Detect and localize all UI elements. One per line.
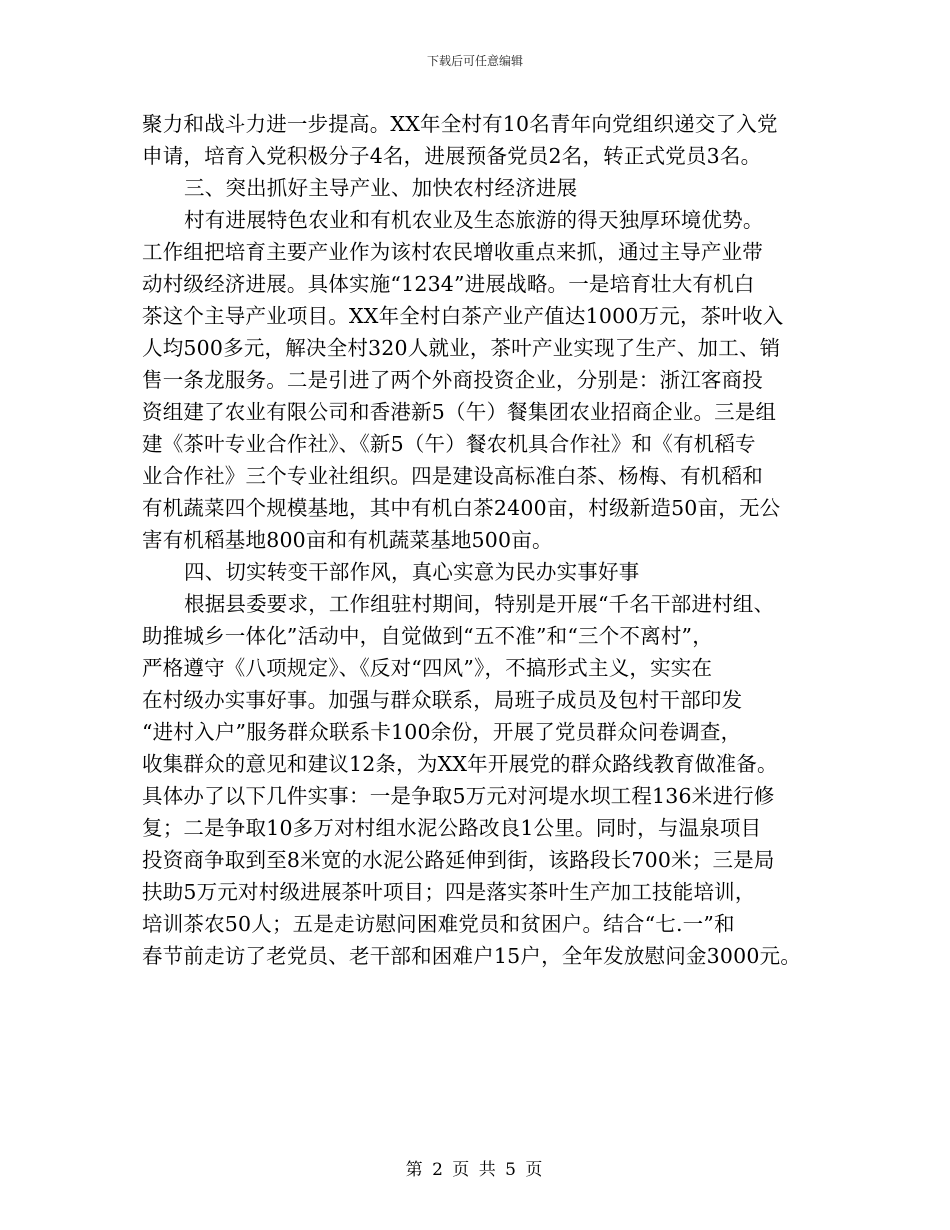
- document-body: [142, 108, 832, 972]
- text-line: 茶这个主导产业项目。XX年全村白茶产业产值达1000万元，茶叶收入: [142, 304, 784, 328]
- text-line: 工作组把培育主要产业作为该村农民增收重点来抓，通过主导产业带: [142, 240, 763, 264]
- text-line: 售一条龙服务。二是引进了两个外商投资企业，分别是：浙江客商投: [142, 368, 763, 392]
- text-line: 春节前走访了老党员、老干部和困难户15户，全年发放慰问金3000元。: [142, 944, 802, 968]
- text-line: 投资商争取到至8米宽的水泥公路延伸到街，该路段长700米；三是局: [142, 848, 775, 872]
- text-line: 村有进展特色农业和有机农业及生态旅游的得天独厚环境优势。: [184, 208, 764, 232]
- text-line: 具体办了以下几件实事：一是争取5万元对河堤水坝工程136米进行修: [142, 784, 775, 808]
- text-line: “进村入户”服务群众联系卡100余份，开展了党员群众问卷调查，: [142, 720, 742, 744]
- text-line: 严格遵守《八项规定》、《反对“四风”》，不搞形式主义，实实在: [142, 656, 713, 680]
- text-line: 收集群众的意见和建议12条，为XX年开展党的群众路线教育做准备。: [142, 752, 778, 776]
- text-line: 动村级经济进展。具体实施“1234”进展战略。一是培育壮大有机白: [142, 272, 755, 296]
- text-line: 有机蔬菜四个规模基地，其中有机白茶2400亩，村级新造50亩，无公: [142, 496, 781, 520]
- text-line: 四、切实转变干部作风，真心实意为民办实事好事: [184, 560, 640, 584]
- text-line: 扶助5万元对村级进展茶叶项目；四是落实茶叶生产加工技能培训，: [142, 880, 756, 904]
- text-line: 申请，培育入党积极分子4名，进展预备党员2名，转正式党员3名。: [142, 144, 762, 168]
- text-line: 建《茶叶专业合作社》、《新5（午）餐农机具合作社》和《有机稻专: [142, 432, 756, 456]
- text-line: 聚力和战斗力进一步提高。XX年全村有10名青年向党组织递交了入党: [142, 112, 778, 136]
- text-line: 三、突出抓好主导产业、加快农村经济进展: [184, 176, 578, 200]
- text-line: 根据县委要求，工作组驻村期间，特别是开展“千名干部进村组、: [184, 592, 775, 616]
- text-line: 在村级办实事好事。加强与群众联系，局班子成员及包村干部印发: [142, 688, 743, 712]
- page-header: 下载后可任意编辑: [426, 54, 523, 68]
- text-line: 复；二是争取10多万对村组水泥公路改良1公里。同时，与温泉项目: [142, 816, 762, 840]
- text-line: 人均500多元，解决全村320人就业，茶叶产业实现了生产、加工、销: [142, 336, 781, 360]
- text-line: 助推城乡一体化”活动中，自觉做到“五不准”和“三个不离村”，: [142, 624, 713, 648]
- text-line: 资组建了农业有限公司和香港新5（午）餐集团农业招商企业。三是组: [142, 400, 777, 424]
- text-line: 害有机稻基地800亩和有机蔬菜基地500亩。: [142, 528, 553, 552]
- page-number: 第 2 页 共 5 页: [405, 1160, 545, 1180]
- text-line: 业合作社》三个专业社组织。四是建设高标准白茶、杨梅、有机稻和: [142, 464, 763, 488]
- text-line: 培训茶农50人；五是走访慰问困难党员和贫困户。结合“七.一”和: [142, 912, 735, 936]
